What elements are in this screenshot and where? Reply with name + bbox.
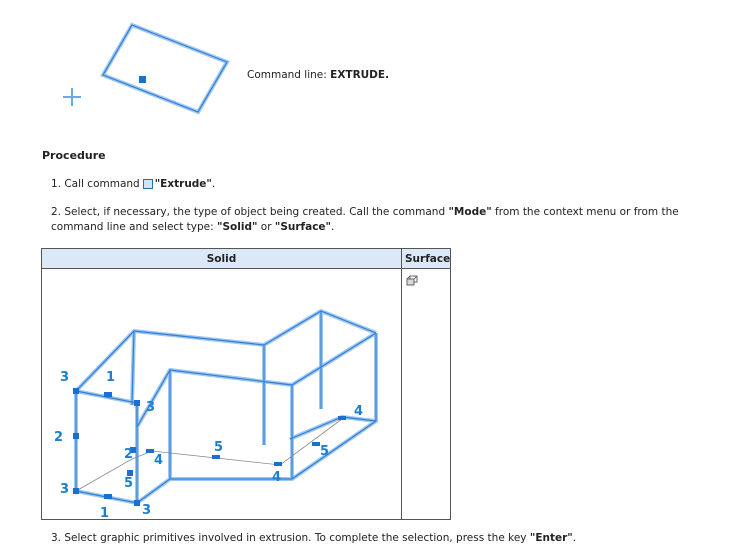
procedure-step-1: [51, 178, 215, 190]
command-line-prefix: Command line:: [247, 69, 331, 81]
step2-prefix: 2. Select, if necessary, the type of object being created. Call the command: [51, 206, 449, 218]
figure-label: 5: [320, 444, 330, 459]
figure-label: 3: [146, 400, 156, 415]
step1-command[interactable]: "Extrude": [154, 178, 212, 190]
step2-mode: "Mode": [448, 206, 492, 218]
step3-suffix: .: [572, 532, 577, 544]
step1-prefix: 1. Call command: [51, 178, 140, 190]
step2-surface: "Surface": [274, 221, 332, 233]
procedure-step-3: [51, 532, 576, 544]
command-line-command: EXTRUDE.: [330, 69, 390, 81]
surface-mode-icon: [406, 275, 418, 287]
step2-suffix: .: [331, 221, 335, 233]
command-line-note: [247, 69, 389, 81]
figure-label: 4: [272, 470, 282, 485]
header-surface: Surface: [402, 249, 451, 269]
figure-label: 1: [100, 506, 110, 519]
figure-label: 2: [54, 430, 64, 445]
figure-label: 5: [124, 476, 134, 491]
figure-label: 2: [124, 447, 134, 462]
rectangle-sketch-figure: [55, 20, 245, 120]
surface-cell: [402, 269, 451, 520]
figure-label: 3: [142, 503, 152, 518]
procedure-heading: Procedure: [42, 149, 106, 162]
solid-cell: [42, 269, 402, 520]
step1-suffix: .: [211, 178, 216, 190]
object-type-table: [41, 248, 451, 520]
step3-key: "Enter": [529, 532, 573, 544]
procedure-step-2: [51, 205, 719, 235]
figure-label: 4: [354, 404, 364, 419]
extrude-icon: [143, 179, 153, 189]
extruded-solid-figure: [42, 269, 401, 519]
figure-label: 3: [60, 482, 70, 497]
figure-label: 1: [106, 370, 116, 385]
figure-label: 4: [154, 453, 164, 468]
figure-label: 5: [214, 440, 224, 455]
header-solid: Solid: [42, 249, 402, 269]
step2-or: or: [257, 221, 275, 233]
figure-label: 3: [60, 370, 70, 385]
step2-middle: from the context menu or from the command line and select type:: [51, 206, 679, 233]
step2-solid: "Solid": [217, 221, 258, 233]
cursor-cross-icon: [63, 88, 81, 106]
step3-prefix: 3. Select graphic primitives involved in extrusion. To complete the selection, press the key: [51, 532, 530, 544]
